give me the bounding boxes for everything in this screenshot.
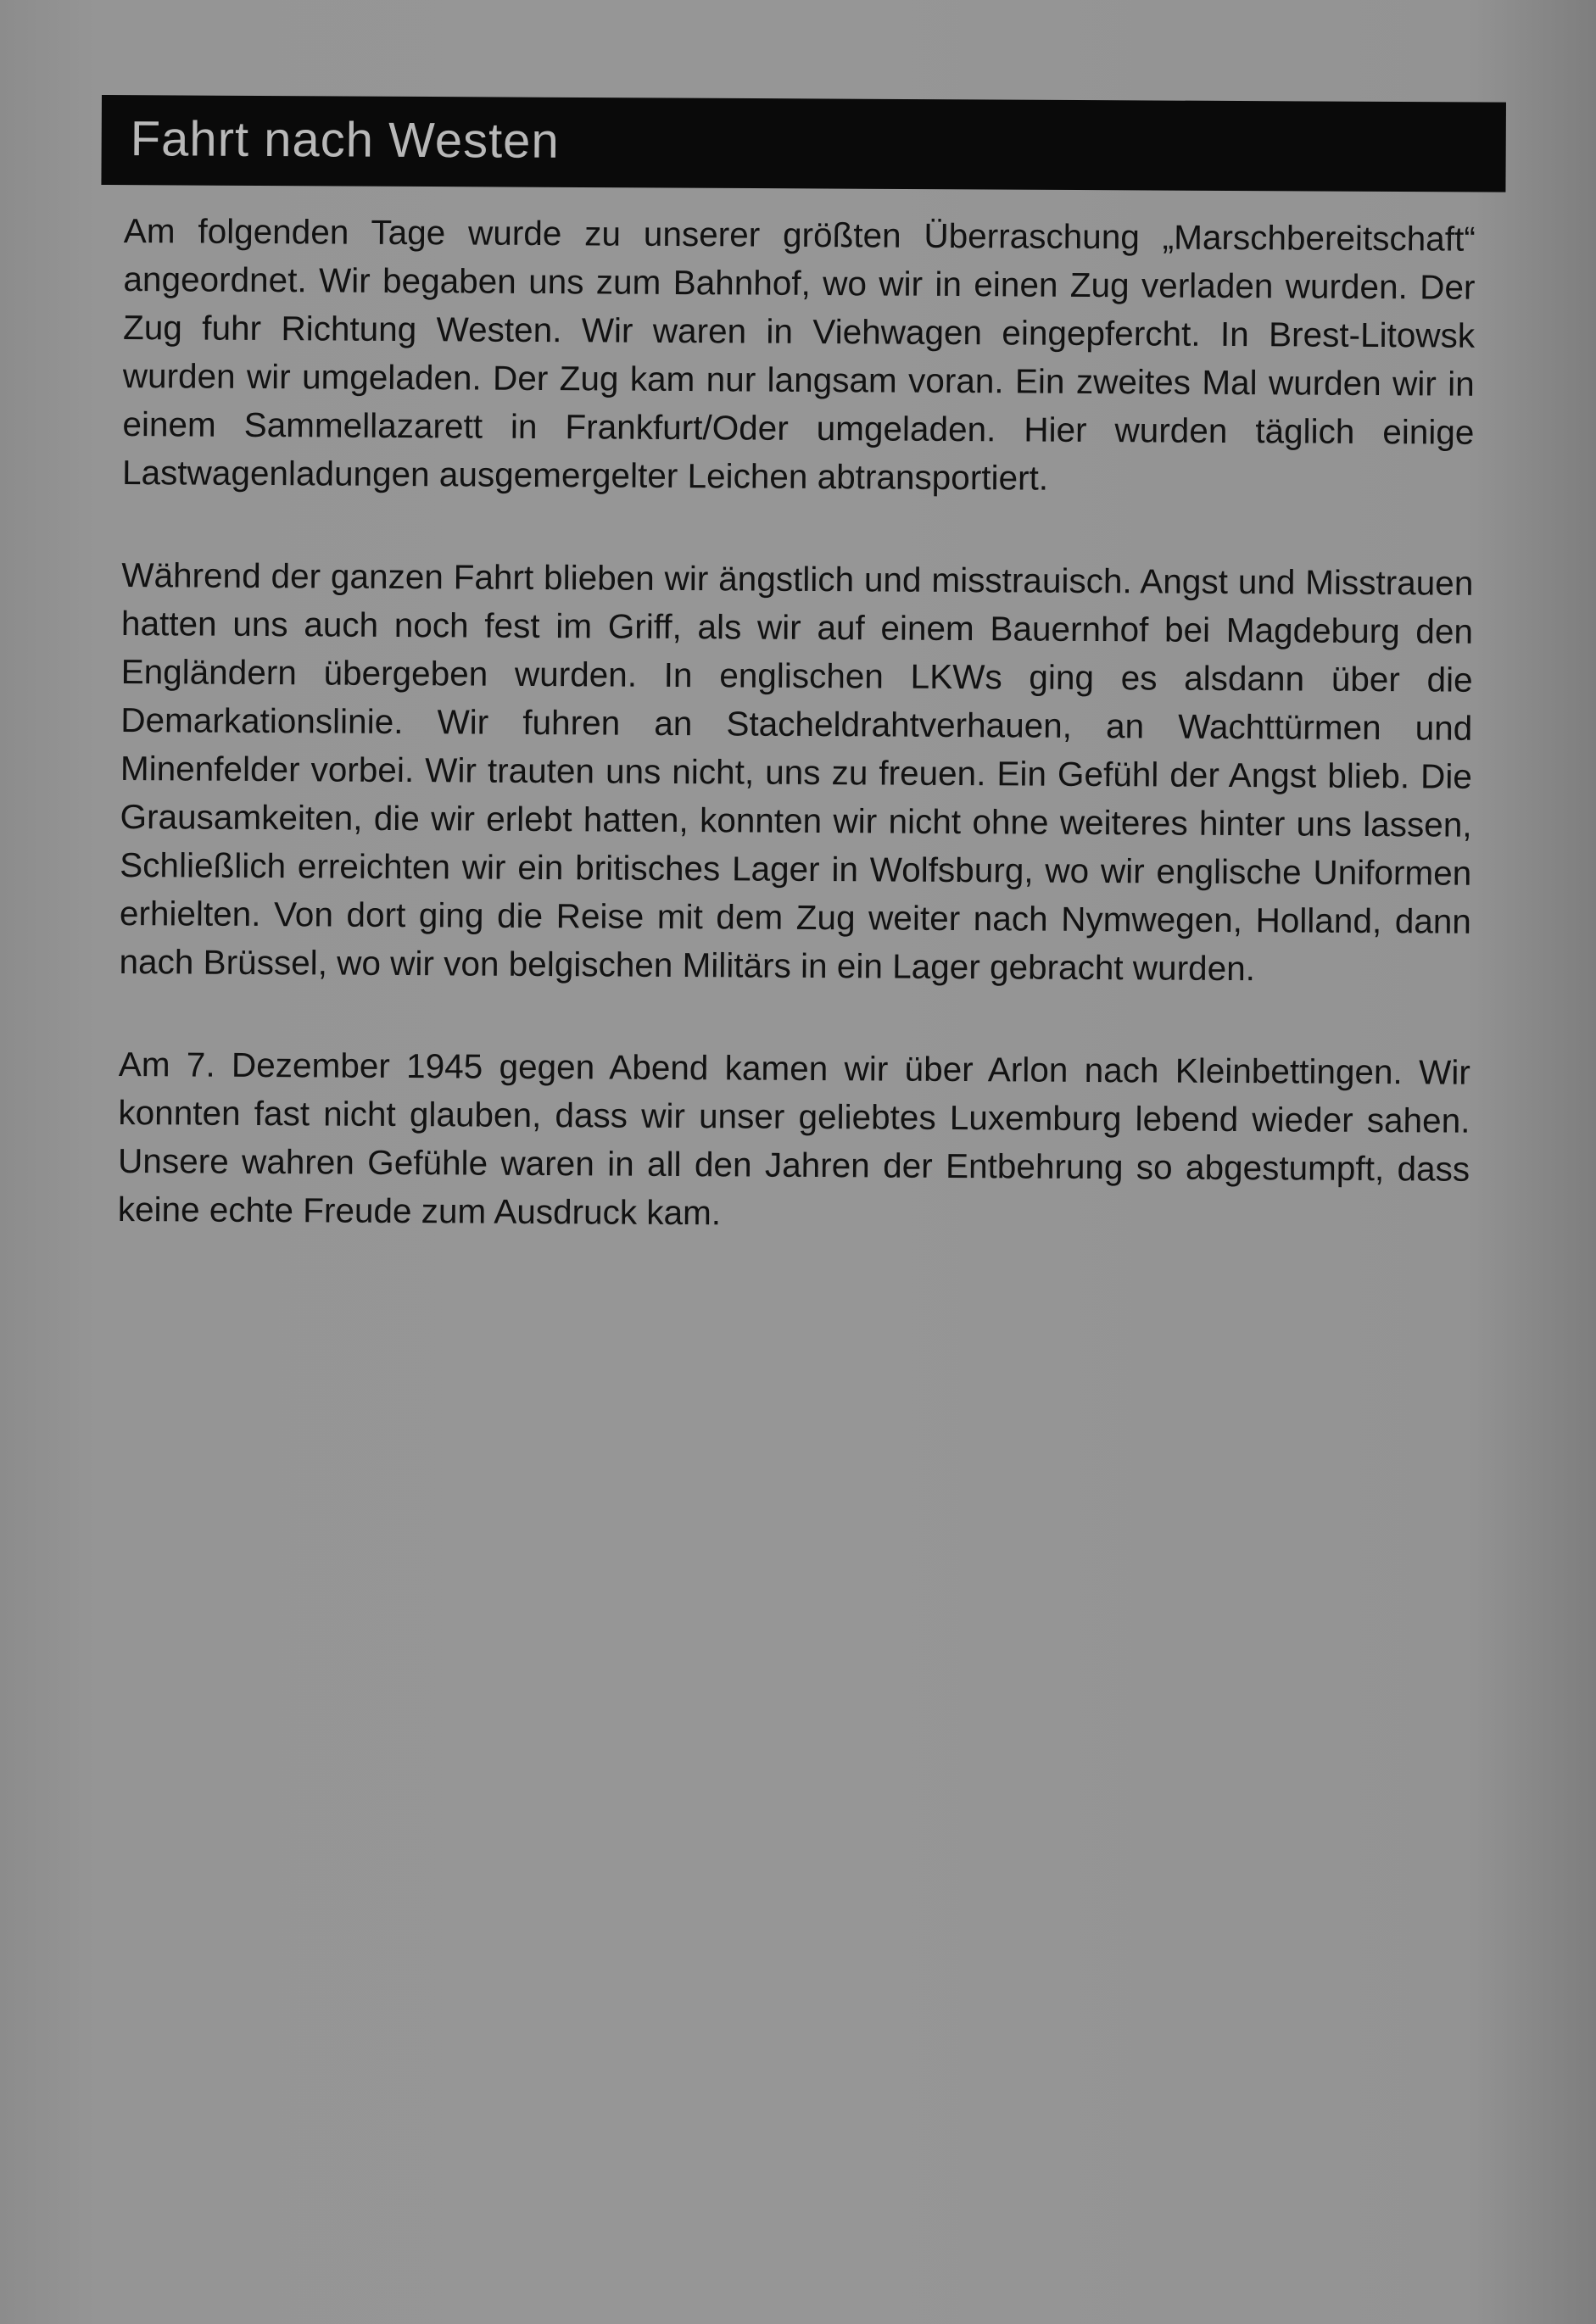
paragraph-1: Am folgenden Tage wurde zu unserer größten Überraschung „Marschbereitschaft“ angeordnet. Wir begaben uns zum Bahnhof, wo wir in einen Zug verladen wurden. Der Zug fuhr Richtung Westen. Wir waren in Viehwagen eingepfercht. In Brest-Litowsk wurden wir umgeladen. Der Zug kam nur langsam voran. Ein zweites Mal wurden wir in einem Sammellazarett in Frankfurt/Oder umgeladen. Hier wurden täglich einige Lastwagenladungen ausgemergelter Leichen abtransportiert. — [121, 210, 1476, 498]
paragraph-3: Am 7. Dezember 1945 gegen Abend kamen wir über Arlon nach Kleinbettingen. Wir konnten fast nicht glauben, dass wir unser geliebtes Luxemburg lebend wieder sahen. Unsere wahren Gefühle waren in all den Jahren der Entbehrung so abgestumpft, dass keine echte Freude zum Ausdruck kam. — [117, 1044, 1470, 1233]
body-text — [118, 207, 1476, 1242]
section-title-bar — [101, 95, 1506, 192]
section-title: Fahrt nach Westen — [130, 111, 560, 169]
paragraph-2: Während der ganzen Fahrt blieben wir ängstlich und misstrauisch. Angst und Misstrauen hatten uns auch noch fest im Griff, als wir auf einem Bauernhof bei Magdeburg den Engländern übergeben wurden. In englischen LKWs ging es alsdann über die Demarkationslinie. Wir fuhren an Stacheldrahtverhauen, an Wachttürmen und Minenfelder vorbei. Wir trauten uns nicht, uns zu freuen. Ein Gefühl der Angst blieb. Die Grausamkeiten, die wir erlebt hatten, konnten wir nicht ohne weiteres hinter uns lassen, Schließlich erreichten wir ein britisches Lager in Wolfsburg, wo wir englische Uniformen erhielten. Von dort ging die Reise mit dem Zug weiter nach Nymwegen, Holland, dann nach Brüssel, wo wir von belgischen Militärs in ein Lager gebracht wurden. — [119, 555, 1474, 989]
